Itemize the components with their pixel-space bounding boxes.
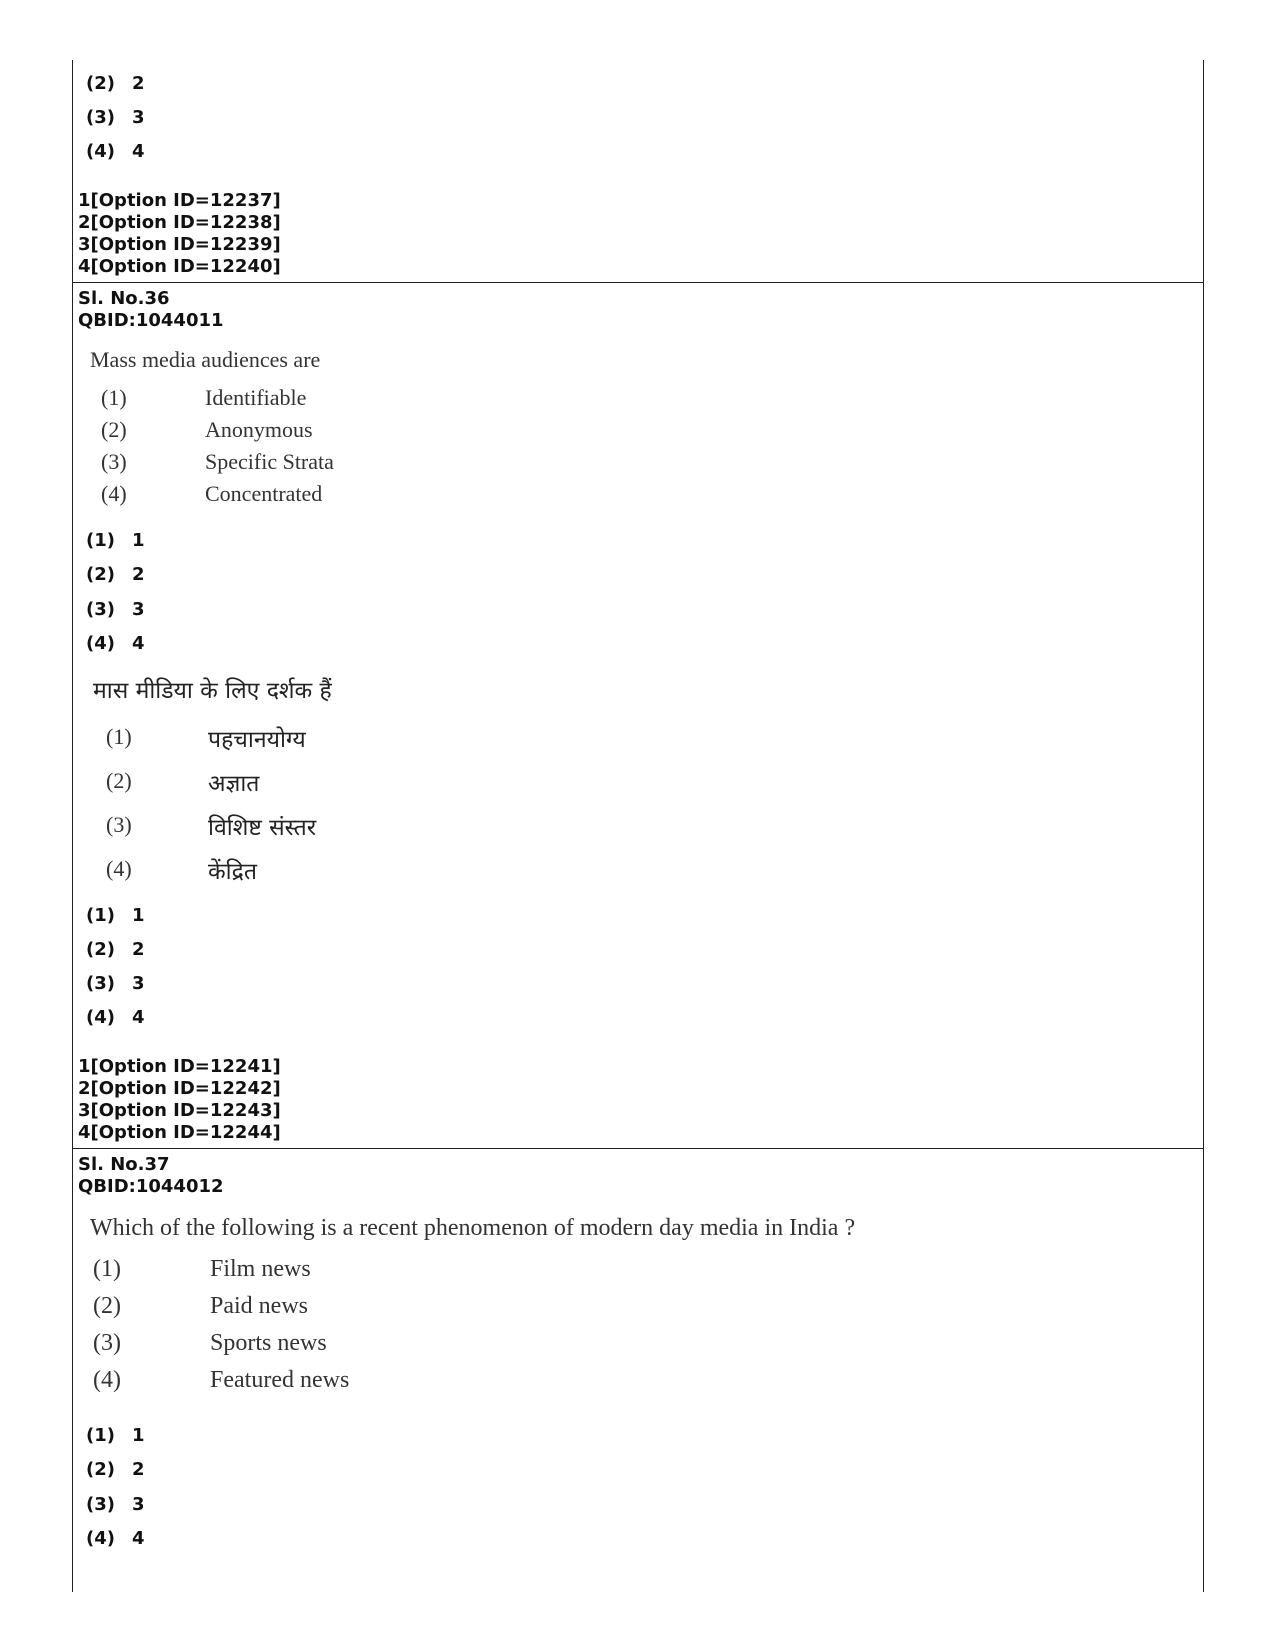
option-text: Identifiable [205,385,307,410]
option-number: (2) [106,768,132,793]
option-text: Specific Strata [205,449,334,474]
answer-option: (4) 4 [86,141,145,162]
option-id: 2[Option ID=12238] [78,212,281,233]
section-divider [72,1148,1204,1149]
option-text: केंद्रित [208,859,257,885]
option-id: 4[Option ID=12240] [78,256,281,277]
option-text: Paid news [210,1293,308,1319]
option-text: Concentrated [205,481,323,506]
option-number: (3) [106,812,132,837]
option-text: Anonymous [205,417,313,442]
option-text: Sports news [210,1330,327,1356]
serial-number: Sl. No.36 [78,288,170,309]
answer-option: (4) 4 [86,1007,145,1028]
question-text-en: Which of the following is a recent phenomenon of modern day media in India ? [90,1215,856,1241]
option-number: (2) [93,1293,121,1319]
answer-option: (2) 2 [86,939,145,960]
answer-option: (4) 4 [86,633,145,654]
answer-option: (3) 3 [86,599,145,620]
answer-option: (3) 3 [86,973,145,994]
question-header [78,288,224,332]
option-number: (1) [93,1256,121,1282]
option-id: 2[Option ID=12242] [78,1078,281,1099]
option-id-list [78,1056,281,1144]
answer-option: (1) 1 [86,905,145,926]
option-number: (1) [101,385,127,410]
answer-option: (1) 1 [86,530,145,551]
option-number: (2) [101,417,127,442]
option-text: Film news [210,1256,311,1282]
answer-option: (3) 3 [86,107,145,128]
option-number: (4) [101,481,127,506]
option-id: 4[Option ID=12244] [78,1122,281,1143]
option-text: पहचानयोग्य [208,727,306,753]
question-text-en: Mass media audiences are [90,347,321,372]
option-id: 1[Option ID=12241] [78,1056,281,1077]
option-number: (1) [106,724,132,749]
answer-option: (1) 1 [86,1425,145,1446]
option-id: 3[Option ID=12239] [78,234,281,255]
section-divider [72,282,1204,283]
option-text: अज्ञात [208,771,260,797]
question-header [78,1154,224,1198]
option-text: Featured news [210,1367,350,1393]
option-number: (4) [106,856,132,881]
qbid: QBID:1044011 [78,310,224,331]
option-text: विशिष्ट संस्तर [208,815,317,841]
option-id: 1[Option ID=12237] [78,190,281,211]
option-number: (4) [93,1367,121,1393]
answer-option: (2) 2 [86,1459,145,1480]
option-number: (3) [101,449,127,474]
option-id: 3[Option ID=12243] [78,1100,281,1121]
option-number: (3) [93,1330,121,1356]
qbid: QBID:1044012 [78,1176,224,1197]
question-text-hi: मास मीडिया के लिए दर्शक हैं [93,678,332,704]
serial-number: Sl. No.37 [78,1154,170,1175]
answer-option: (2) 2 [86,564,145,585]
option-id-list [78,190,281,278]
answer-option: (4) 4 [86,1528,145,1549]
answer-option: (3) 3 [86,1494,145,1515]
answer-option: (2) 2 [86,73,145,94]
